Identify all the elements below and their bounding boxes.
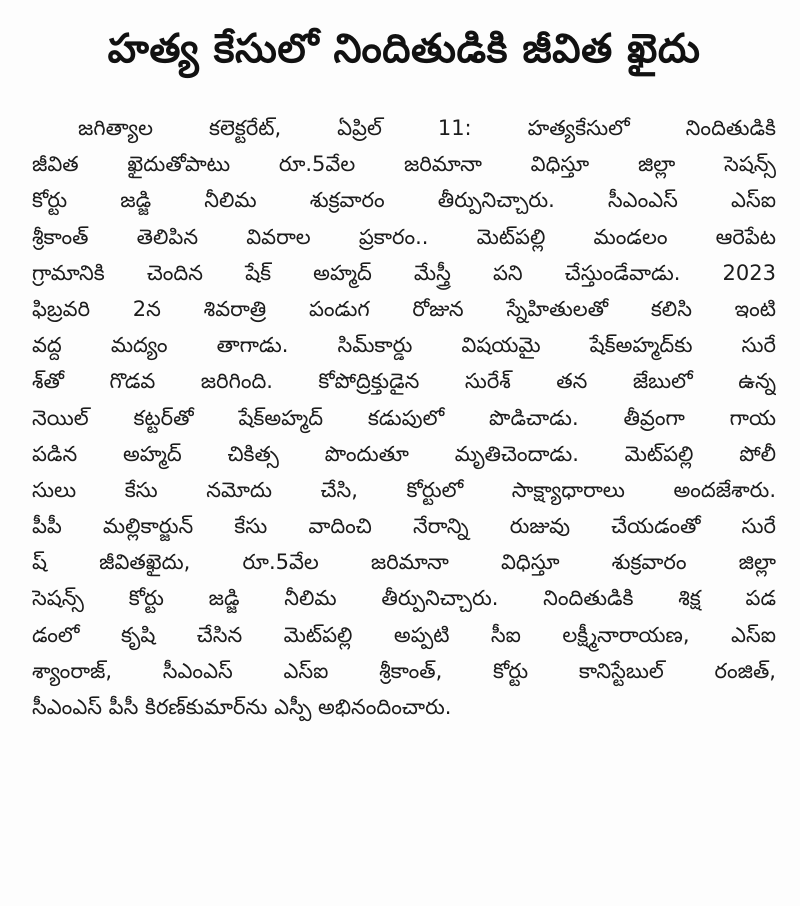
body-line: సులు కేసు నమోదు చేసి, కోర్టులో సాక్ష్యాధారాలు అందజేశారు. — [32, 477, 776, 502]
body-line: గ్రామానికి చెందిన షేక్ అహ్మద్ మేస్త్రీ పని చేస్తుండేవాడు. 2023 — [32, 260, 776, 285]
body-line: కోర్టు జడ్జి నీలిమ శుక్రవారం తీర్పునిచ్చారు. సీఎంఎస్ ఎస్ఐ — [32, 188, 776, 213]
body-line: ష్ జీవితఖైదు, రూ.5వేల జరిమానా విధిస్తూ శుక్రవారం జిల్లా — [32, 550, 776, 575]
article-body — [32, 110, 776, 725]
body-line: శ్యాంరాజ్, సీఎంఎస్ ఎస్ఐ శ్రీకాంత్, కోర్టు కానిస్టేబుల్ రంజిత్, — [32, 658, 776, 683]
body-line: డంలో కృషి చేసిన మెట్‌పల్లి అప్పటి సీఐ లక్ష్మీనారాయణ, ఎస్ఐ — [32, 622, 776, 647]
body-line: జీవిత ఖైదుతోపాటు రూ.5వేల జరిమానా విధిస్తూ జిల్లా సెషన్స్ — [32, 152, 776, 177]
body-line: సీఎంఎస్ పీసీ కిరణ్‌కుమార్‌ను ఎస్పీ అభినందించారు. — [32, 695, 452, 719]
body-line: ఫిబ్రవరి 2న శివరాత్రి పండుగ రోజున స్నేహితులతో కలిసి ఇంటి — [32, 296, 776, 321]
body-line: పడిన అహ్మద్ చికిత్స పొందుతూ మృతిచెందాడు. మెట్‌పల్లి పోలీ — [32, 441, 776, 466]
body-line: శ్‌తో గొడవ జరిగింది. కోపోద్రిక్తుడైన సురేశ్ తన జేబులో ఉన్న — [32, 369, 776, 394]
body-line: శ్రీకాంత్ తెలిపిన వివరాల ప్రకారం.. మెట్‌పల్లి మండలం ఆరెపేట — [32, 224, 776, 249]
body-line: నెయిల్ కట్టర్‌తో షేక్‌అహ్మద్ కడుపులో పొడిచాడు. తీవ్రంగా గాయ — [32, 405, 776, 430]
body-line: వద్ద మద్యం తాగాడు. సిమ్‌కార్డు విషయమై షేక్‌అహ్మద్‌కు సురే — [32, 333, 776, 358]
headline: హత్య కేసులో నిందితుడికి జీవిత ఖైదు — [107, 26, 701, 72]
body-line: పీపీ మల్లికార్జున్ కేసు వాదించి నేరాన్ని రుజువు చేయడంతో సురే — [32, 514, 776, 539]
body-line: సెషన్స్ కోర్టు జడ్జి నీలిమ తీర్పునిచ్చారు. నిందితుడికి శిక్ష పడ — [32, 586, 776, 611]
body-line: జగిత్యాల కలెక్టరేట్, ఏప్రిల్ 11: హత్యకేసులో నిందితుడికి — [78, 116, 776, 140]
